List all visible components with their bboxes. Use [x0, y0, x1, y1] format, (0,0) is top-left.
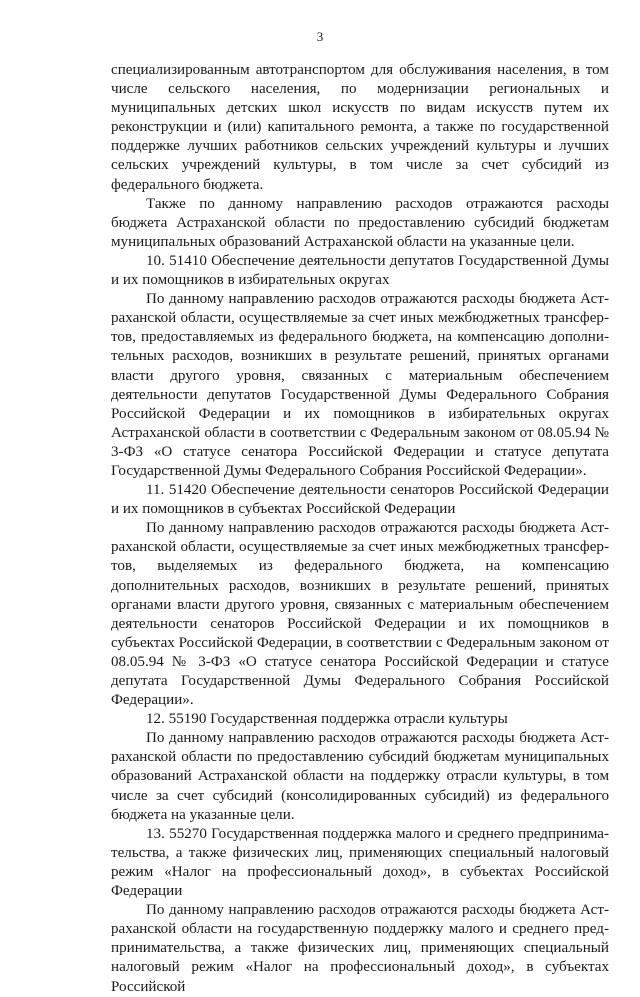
paragraph-subsidies-note: Также по данному направлению расходов отражаются расходы бюджета Астраханской области по предоставлению субсидий бюджетам муниципальных образований Астраханской области на указанные цели. — [111, 195, 609, 250]
page-number: 3 — [316, 29, 324, 44]
section-heading-55270: 13. 55270 Государственная поддержка малого и среднего предпринимательства, а также физических лиц, применяющих специальный налоговый режим «Налог на профессиональный доход», в субъектах Российской Федерации — [111, 825, 609, 900]
section-heading-51410: 10. 51410 Обеспечение деятельности депутатов Государственной Думы и их помощников в избирательных округах — [111, 252, 609, 289]
paragraph-51420-body: По данному направлению расходов отражаются расходы бюджета Астраханской области, осуществляемые за счет иных межбюджетных трансфертов, выделяемых из федерального бюджета, на компенсацию дополнительных расходов, возникших в результате решений, принятых органами власти другого уровня, связанных с материальным обеспечением деятельности сенаторов Российской Федерации и их помощников в субъектах Российской Федерации, в соответствии с Федеральным законом от 08.05.94 № 3-ФЗ «О статусе сенатора Российской Федерации и статусе депутата Государственной Думы Федерального Собрания Российской Федерации». — [111, 520, 609, 709]
paragraph-55190-body: По данному направлению расходов отражаются расходы бюджета Астраханской области по предоставлению субсидий бюджетам муниципальных образований Астраханской области на поддержку отрасли культуры, в том числе за счет субсидий (консолидированных субсидий) из федерального бюджета на указанные цели. — [111, 730, 609, 823]
section-heading-55190: 12. 55190 Государственная поддержка отрасли культуры — [146, 711, 508, 728]
section-heading-51420: 11. 51420 Обеспечение деятельности сенаторов Российской Федерации и их помощников в субъектах Российской Федерации — [111, 482, 609, 518]
paragraph-51410-body: По данному направлению расходов отражаются расходы бюджета Астраханской области, осуществляемые за счет иных межбюджетных трансфертов, предоставляемых из федерального бюджета, на компенсацию дополнительных расходов, возникших в результате решений, принятых органами власти другого уровня, связанных с материальным обеспечением деятельности депутатов Государственной Думы Федерального Собрания Российской Федерации и их помощников в избирательных округах Астраханской области в соответствии с Федеральным законом от 08.05.94 № 3-ФЗ «О статусе сенатора Российской Федерации и статусе депутата Государственной Думы Федерального Собрания Российской Федерации». — [111, 291, 609, 479]
paragraph-continuation: специализированным автотранспортом для обслуживания населения, в том числе сельского населения, по модернизации региональных и муниципальных детских школ искусств по видам искусств путем их реконструкции и (или) капитального ремонта, а также по государственной поддержке лучших работников сельских учреждений культуры и лучших сельских учреждений культуры, в том числе за счет субсидий из федерального бюджета. — [111, 62, 609, 193]
paragraph-55270-body: По данному направлению расходов отражаются расходы бюджета Астраханской области на государственную поддержку малого и среднего предпринимательства, а также физических лиц, применяющих специальный налоговый режим «Налог на профессиональный доход», в субъектах Российской — [111, 902, 609, 995]
document-body — [111, 61, 609, 997]
